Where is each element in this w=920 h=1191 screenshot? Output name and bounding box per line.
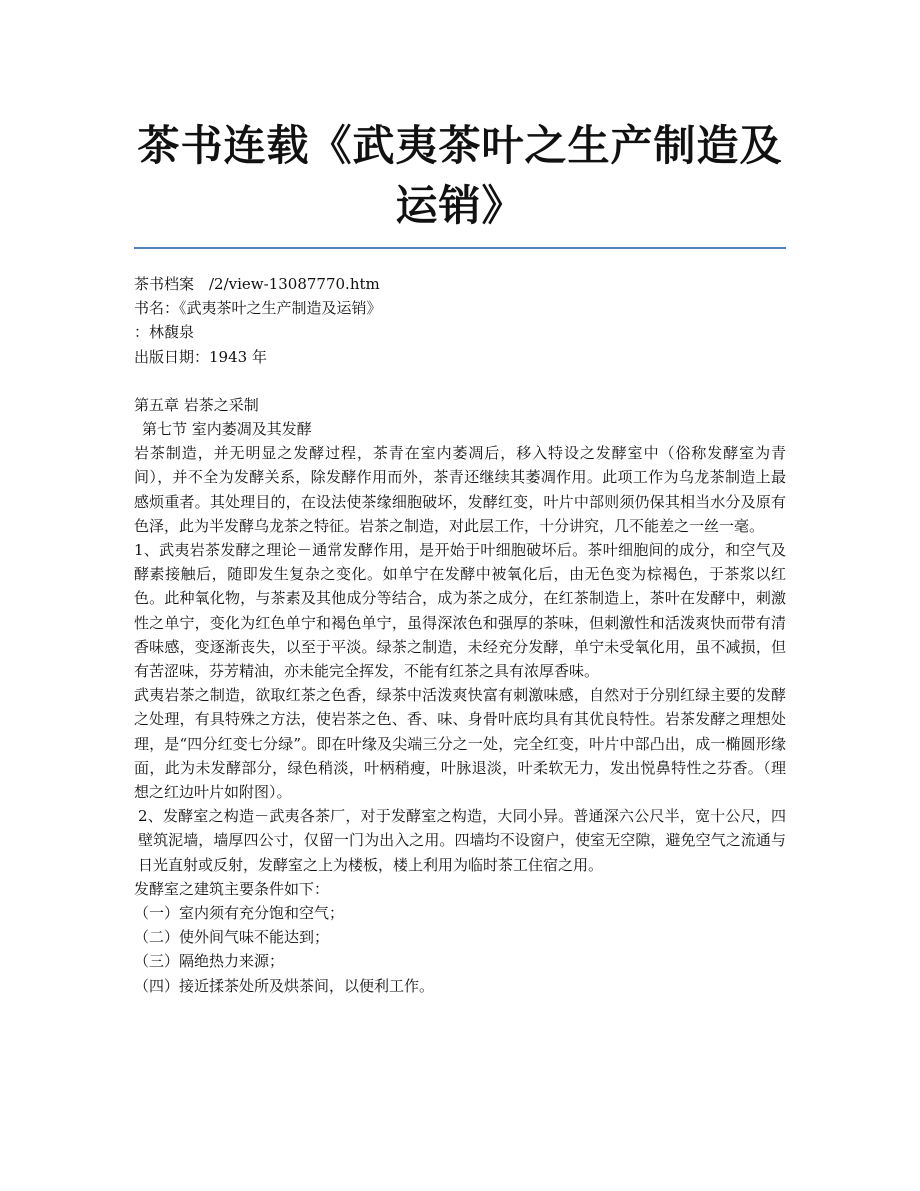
paragraph: 武夷岩茶之制造，欲取红茶之色香，绿茶中活泼爽快富有刺激味感，自然对于分别红绿主要的发酵之处理，有具特殊之方法，使岩茶之色、香、味、身骨叶底均具有其优良特性。岩茶发酵之理想处理，是“四分红变七分绿”。即在叶缘及尖端三分之一处，完全红变，叶片中部凸出，成一椭圆形缘面，此为未发酵部分，绿色稍淡，叶柄稍瘦，叶脉退淡，叶柔软无力，发出悦鼻特性之芬香。（理想之红边叶片如附图）。 — [134, 686, 786, 802]
book-name-line: 书名：《武夷茶叶之生产制造及运销》 — [134, 299, 382, 318]
archive-line: 茶书档案 /2/view-13087770.htm — [134, 275, 380, 293]
chapter-heading: 第五章 岩茶之采制 — [134, 395, 259, 414]
blank-line — [134, 369, 786, 393]
paragraph: 2、发酵室之构造－武夷各茶厂，对于发酵室之构造，大同小异。普通深六公尺半，宽十公尺，四壁筑泥墙，墙厚四公寸，仅留一门为出入之用。四墙均不设窗户，使室无空隙，避免空气之流通与日光直射或反射，发酵室之上为楼板，楼上利用为临时茶工住宿之用。 — [138, 807, 786, 874]
title-divider — [134, 247, 786, 249]
condition-item: （一）室内须有充分饱和空气； — [134, 904, 345, 923]
author-line: ：林馥泉 — [134, 323, 195, 342]
condition-item: （四）接近揉茶处所及烘茶间，以便利工作。 — [134, 976, 435, 995]
paragraph: 1、武夷岩茶发酵之理论－通常发酵作用，是开始于叶细胞破坏后。茶叶细胞间的成分，和空气及酵素接触后，随即发生复杂之变化。如单宁在发酵中被氧化后，由无色变为棕褐色，于茶浆以红色。此种氧化物，与茶素及其他成分等结合，成为茶之成分，在红茶制造上，茶叶在发酵中，刺激性之单宁，变化为红色单宁和褐色单宁，虽得深浓色和强厚的茶味，但刺激性和活泼爽快而带有清香味感，变逐渐丧失，以至于平淡。绿茶之制造，未经充分发酵，单宁未受氧化用，虽不减损，但有苦涩味，芬芳精油，亦未能完全挥发，不能有红茶之具有浓厚香味。 — [134, 541, 786, 681]
section-heading: 第七节 室内萎凋及其发酵 — [142, 420, 312, 439]
condition-item: （三）隔绝热力来源； — [134, 952, 285, 971]
document-body — [134, 272, 786, 998]
paragraph: 岩茶制造，并无明显之发酵过程，茶青在室内萎凋后，移入特设之发酵室中（俗称发酵室为青间），并不全为发酵关系，除发酵作用而外，茶青还继续其萎凋作用。此项工作为乌龙茶制造上最感烦重者。其处理目的，在设法使茶缘细胞破坏，发酵红变，叶片中部则须仍保其相当水分及原有色泽，此为半发酵乌龙茶之特征。岩茶之制造，对此层工作，十分讲究，几不能差之一丝一毫。 — [134, 444, 786, 535]
publication-date-line: 出版日期：1943 年 — [134, 347, 267, 366]
document-title: 茶书连载《武夷茶叶之生产制造及运销》 — [137, 121, 783, 230]
paragraph: 发酵室之建筑主要条件如下： — [134, 879, 330, 898]
condition-item: （二）使外间气味不能达到； — [134, 928, 330, 947]
